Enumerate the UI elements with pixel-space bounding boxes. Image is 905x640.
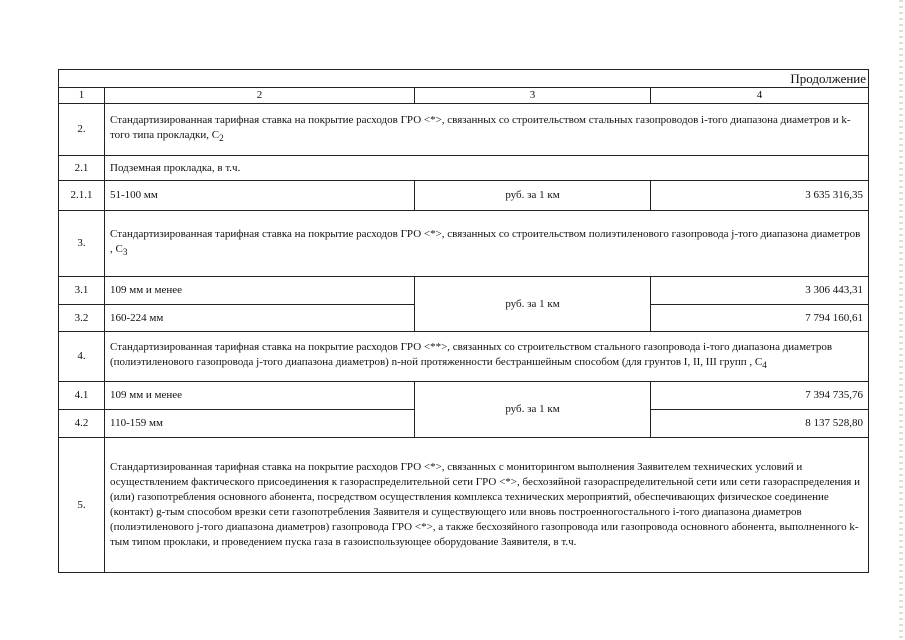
table-row [59,104,869,156]
col-header-3: 3 [415,88,651,104]
scan-edge-artifact [899,0,903,640]
unit-cell: руб. за 1 км [415,382,651,438]
row-description: Стандартизированная тарифная ставка на покрытие расходов ГРО <*>, связанных со строительством стальных газопроводов i-того диапазона диаметров и k-того типа прокладки, $C_2$ [105,104,869,156]
table-row [59,382,869,410]
unit-cell: руб. за 1 км [415,277,651,332]
column-number-header [59,88,869,104]
row-number: 4. [59,332,105,382]
row-description: 109 мм и менее [105,277,415,305]
row-number: 2.1 [59,156,105,181]
row-number: 3. [59,211,105,277]
col-header-1: 1 [59,88,105,104]
row-number: 4.2 [59,410,105,438]
row-number: 5. [59,438,105,573]
row-number: 3.1 [59,277,105,305]
table-row [59,181,869,211]
col-header-4: 4 [651,88,869,104]
row-description: 110-159 мм [105,410,415,438]
table-row [59,438,869,573]
table-row [59,277,869,305]
row-number: 4.1 [59,382,105,410]
tariff-table [58,69,869,573]
col-header-2: 2 [105,88,415,104]
row-description: 109 мм и менее [105,382,415,410]
row-number: 2. [59,104,105,156]
value-cell: 3 635 316,35 [651,181,869,211]
value-cell: 7 394 735,76 [651,382,869,410]
row-number: 3.2 [59,305,105,332]
row-description: 160-224 мм [105,305,415,332]
row-description: Стандартизированная тарифная ставка на покрытие расходов ГРО <*>, связанных с мониторингом выполнения Заявителем технических условий и осуществлением фактического присоединения к газораспределительной сети ГРО <*>, бесхозяйной газораспределительной сети или сети газораспределения и (или) газопотребления основного абонента, посредством осуществления комплекса технических мероприятий, обеспечивающих физическое соединение (контакт) g-тым способом врезки сети газопотребления Заявителя и существующего или вновь построенногостального i-того диапазона диаметров (полиэтиленового j-того диапазона диаметров) газопровода ГРО <*>, а также бесхозяйного газопровода или газопровода основного абонента, выполненного k-тым типом проклаки, и проведением пуска газа в газоиспользующее оборудование Заявителя, в т.ч. [105,438,869,573]
value-cell: 3 306 443,31 [651,277,869,305]
row-description: 51-100 мм [105,181,415,211]
continuation-row [59,70,869,88]
value-cell: 7 794 160,61 [651,305,869,332]
continuation-label: Продолжение [59,70,869,88]
table-row [59,211,869,277]
row-description: Стандартизированная тарифная ставка на покрытие расходов ГРО <*>, связанных со строительством полиэтиленового газопровода j-того диапазона диаметров , $C_3$ [105,211,869,277]
row-description: Стандартизированная тарифная ставка на покрытие расходов ГРО <**>, связанных со строительством стального газопровода i-того диапазона диаметров (полиэтиленового газопровода j-того диапазона диаметров) n-ной протяженности бестраншейным способом (для грунтов I, II, III групп , $C_4$ [105,332,869,382]
value-cell: 8 137 528,80 [651,410,869,438]
row-number: 2.1.1 [59,181,105,211]
table-row [59,332,869,382]
table-row [59,156,869,181]
row-description: Подземная прокладка, в т.ч. [105,156,869,181]
unit-cell: руб. за 1 км [415,181,651,211]
